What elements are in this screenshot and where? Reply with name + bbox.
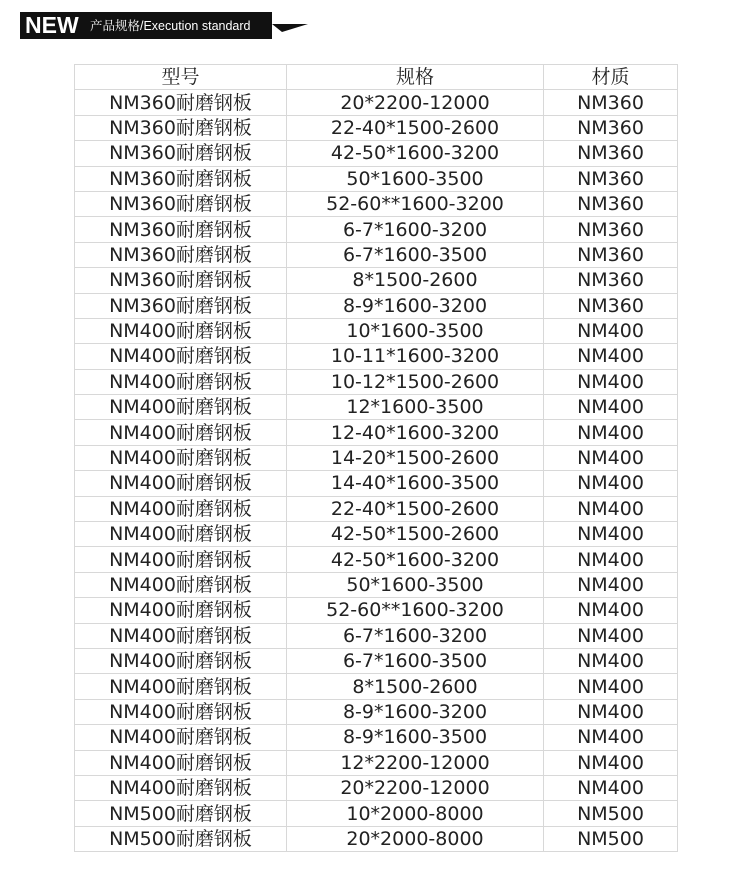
cell-model: NM360耐磨钢板 [75,242,287,267]
cell-material: NM500 [544,801,678,826]
cell-model: NM360耐磨钢板 [75,141,287,166]
table-row [75,623,678,648]
cell-material: NM360 [544,293,678,318]
cell-spec: 12*2200-12000 [287,750,544,775]
cell-material: NM360 [544,166,678,191]
cell-spec: 12-40*1600-3200 [287,420,544,445]
cell-material: NM360 [544,242,678,267]
cell-material: NM400 [544,344,678,369]
cell-spec: 10*1600-3500 [287,318,544,343]
cell-material: NM360 [544,90,678,115]
table-row [75,293,678,318]
cell-model: NM360耐磨钢板 [75,90,287,115]
cell-spec: 22-40*1500-2600 [287,115,544,140]
cell-spec: 52-60**1600-3200 [287,191,544,216]
header-model: 型号 [75,65,287,90]
table-body [75,90,678,852]
cell-model: NM360耐磨钢板 [75,166,287,191]
table-row [75,191,678,216]
cell-material: NM400 [544,395,678,420]
table-row [75,750,678,775]
cell-material: NM400 [544,623,678,648]
cell-material: NM360 [544,115,678,140]
table-row [75,242,678,267]
header-spec: 规格 [287,65,544,90]
cell-model: NM500耐磨钢板 [75,826,287,851]
banner-tail [272,24,308,32]
table-row [75,141,678,166]
cell-model: NM500耐磨钢板 [75,801,287,826]
cell-spec: 12*1600-3500 [287,395,544,420]
cell-model: NM360耐磨钢板 [75,217,287,242]
cell-model: NM400耐磨钢板 [75,547,287,572]
cell-material: NM500 [544,826,678,851]
cell-material: NM400 [544,522,678,547]
table-row [75,496,678,521]
cell-model: NM400耐磨钢板 [75,572,287,597]
cell-model: NM400耐磨钢板 [75,369,287,394]
cell-material: NM400 [544,547,678,572]
spec-table-container [74,64,677,852]
table-row [75,547,678,572]
cell-material: NM400 [544,318,678,343]
cell-model: NM400耐磨钢板 [75,699,287,724]
cell-spec: 10-12*1500-2600 [287,369,544,394]
cell-material: NM360 [544,217,678,242]
cell-model: NM400耐磨钢板 [75,420,287,445]
cell-model: NM400耐磨钢板 [75,395,287,420]
table-row [75,674,678,699]
table-row [75,648,678,673]
cell-model: NM400耐磨钢板 [75,725,287,750]
cell-material: NM400 [544,648,678,673]
cell-spec: 42-50*1600-3200 [287,141,544,166]
table-row [75,572,678,597]
cell-model: NM400耐磨钢板 [75,775,287,800]
cell-material: NM400 [544,725,678,750]
table-row [75,801,678,826]
cell-model: NM400耐磨钢板 [75,496,287,521]
cell-model: NM360耐磨钢板 [75,115,287,140]
cell-spec: 8*1500-2600 [287,268,544,293]
cell-material: NM360 [544,268,678,293]
cell-model: NM400耐磨钢板 [75,648,287,673]
banner-new-label: NEW [25,12,79,38]
header-material: 材质 [544,65,678,90]
table-row [75,369,678,394]
cell-spec: 8*1500-2600 [287,674,544,699]
cell-spec: 22-40*1500-2600 [287,496,544,521]
table-row [75,166,678,191]
cell-spec: 14-40*1600-3500 [287,471,544,496]
cell-spec: 52-60**1600-3200 [287,598,544,623]
cell-material: NM400 [544,496,678,521]
table-row [75,699,678,724]
cell-spec: 14-20*1500-2600 [287,445,544,470]
cell-spec: 8-9*1600-3200 [287,293,544,318]
table-row [75,775,678,800]
cell-model: NM400耐磨钢板 [75,318,287,343]
cell-material: NM400 [544,598,678,623]
cell-material: NM400 [544,775,678,800]
cell-model: NM400耐磨钢板 [75,623,287,648]
cell-spec: 20*2200-12000 [287,775,544,800]
cell-spec: 42-50*1600-3200 [287,547,544,572]
table-row [75,217,678,242]
cell-model: NM400耐磨钢板 [75,445,287,470]
cell-spec: 8-9*1600-3200 [287,699,544,724]
table-header-row [75,65,678,90]
cell-model: NM360耐磨钢板 [75,191,287,216]
cell-model: NM400耐磨钢板 [75,344,287,369]
cell-material: NM360 [544,191,678,216]
table-row [75,522,678,547]
cell-model: NM400耐磨钢板 [75,750,287,775]
cell-model: NM400耐磨钢板 [75,522,287,547]
cell-spec: 10-11*1600-3200 [287,344,544,369]
cell-spec: 10*2000-8000 [287,801,544,826]
cell-model: NM360耐磨钢板 [75,293,287,318]
cell-material: NM400 [544,445,678,470]
cell-material: NM400 [544,750,678,775]
table-row [75,90,678,115]
cell-model: NM400耐磨钢板 [75,598,287,623]
cell-spec: 6-7*1600-3500 [287,648,544,673]
cell-spec: 50*1600-3500 [287,166,544,191]
table-row [75,268,678,293]
table-row [75,395,678,420]
cell-material: NM400 [544,420,678,445]
table-row [75,318,678,343]
table-row [75,445,678,470]
cell-spec: 20*2000-8000 [287,826,544,851]
cell-model: NM360耐磨钢板 [75,268,287,293]
cell-spec: 6-7*1600-3500 [287,242,544,267]
banner-subtitle: 产品规格/Execution standard [90,19,251,33]
cell-model: NM400耐磨钢板 [75,471,287,496]
cell-spec: 6-7*1600-3200 [287,217,544,242]
cell-model: NM400耐磨钢板 [75,674,287,699]
cell-spec: 20*2200-12000 [287,90,544,115]
cell-material: NM400 [544,471,678,496]
table-row [75,420,678,445]
spec-table [74,64,678,852]
table-row [75,115,678,140]
cell-spec: 8-9*1600-3500 [287,725,544,750]
table-row [75,598,678,623]
cell-spec: 42-50*1500-2600 [287,522,544,547]
cell-spec: 6-7*1600-3200 [287,623,544,648]
cell-material: NM400 [544,369,678,394]
cell-material: NM400 [544,572,678,597]
cell-material: NM400 [544,674,678,699]
section-banner [20,12,298,39]
cell-material: NM400 [544,699,678,724]
table-row [75,826,678,851]
cell-spec: 50*1600-3500 [287,572,544,597]
cell-material: NM360 [544,141,678,166]
table-row [75,344,678,369]
table-row [75,725,678,750]
table-row [75,471,678,496]
